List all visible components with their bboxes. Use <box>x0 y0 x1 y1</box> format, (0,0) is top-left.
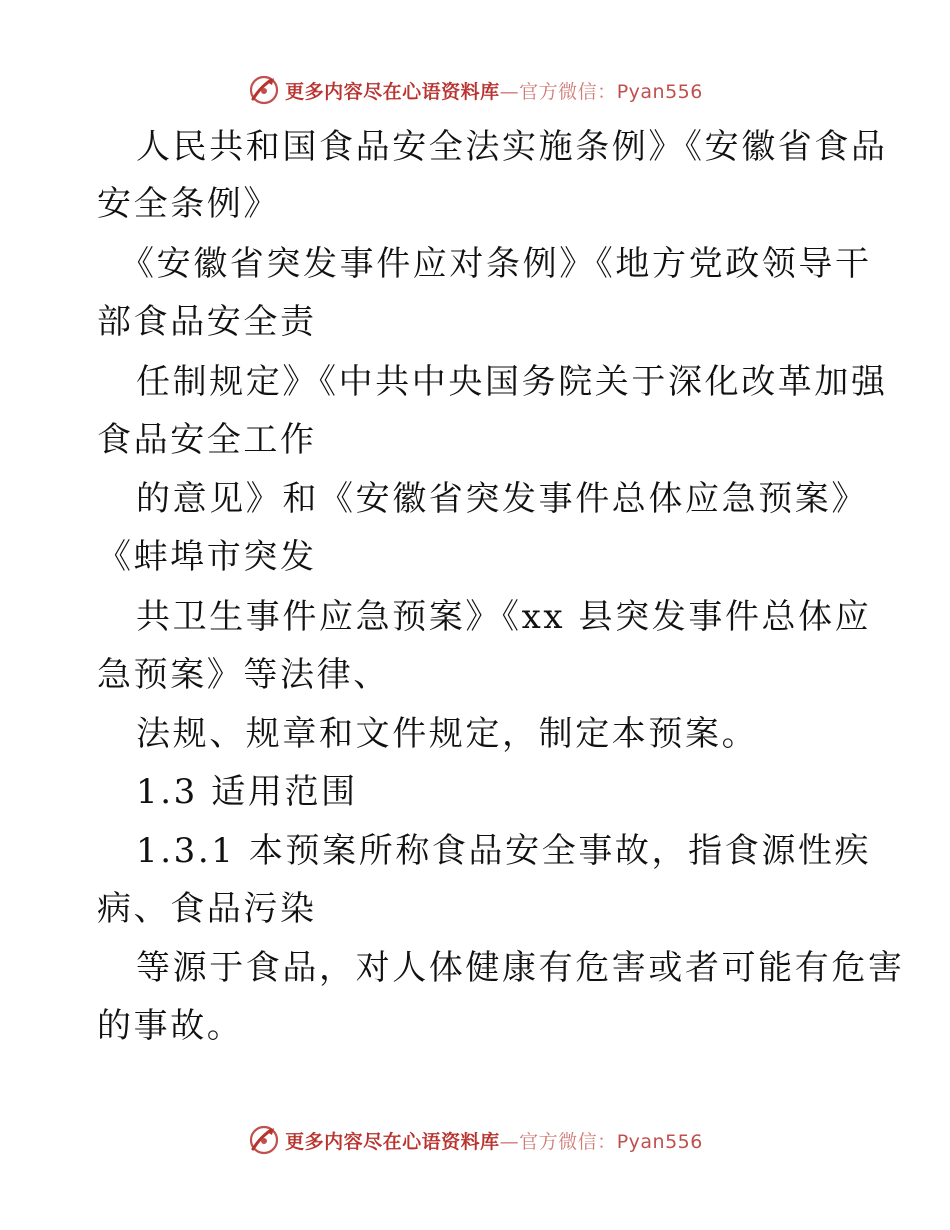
text-line: 食品安全工作 <box>97 420 317 460</box>
text-line: 急预案》等法律、 <box>97 655 390 695</box>
text-line: 法规、规章和文件规定，制定本预案。 <box>136 714 759 754</box>
footer-banner-wechat-label: —官方微信： <box>499 1130 617 1153</box>
pen-logo-icon <box>247 73 281 107</box>
header-banner-site: 更多内容尽在心语资料库 <box>285 80 500 103</box>
text-line: 的事故。 <box>97 1006 244 1046</box>
text-line: 人民共和国食品安全法实施条例》《安徽省食品 <box>136 127 888 167</box>
text-line: 《安徽省突发事件应对条例》《地方党政领导干 <box>120 244 872 284</box>
text-line: 的意见》和《安徽省突发事件总体应急预案》 <box>136 479 868 519</box>
footer-banner-text <box>285 1127 703 1154</box>
text-line: 部食品安全责 <box>97 302 317 342</box>
section-heading: 1.3 适用范围 <box>136 772 358 812</box>
pen-logo-icon <box>247 1123 281 1157</box>
text-line: 1.3.1 本预案所称食品安全事故，指食源性疾 <box>136 831 872 871</box>
header-banner <box>0 70 950 110</box>
text-line: 任制规定》《中共中央国务院关于深化改革加强 <box>136 362 888 402</box>
text-line: 共卫生事件应急预案》《xx 县突发事件总体应 <box>136 597 872 637</box>
footer-banner-site: 更多内容尽在心语资料库 <box>285 1130 500 1153</box>
header-banner-wechat-id: Pyan556 <box>616 80 703 103</box>
header-banner-text <box>285 77 703 104</box>
footer-banner-wechat-id: Pyan556 <box>616 1130 703 1153</box>
footer-banner <box>0 1120 950 1160</box>
text-line: 等源于食品，对人体健康有危害或者可能有危害 <box>136 948 905 988</box>
text-line: 安全条例》 <box>97 184 280 224</box>
header-banner-wechat-label: —官方微信： <box>499 80 617 103</box>
text-line: 病、食品污染 <box>97 889 317 929</box>
text-line: 《蚌埠市突发 <box>97 537 317 577</box>
